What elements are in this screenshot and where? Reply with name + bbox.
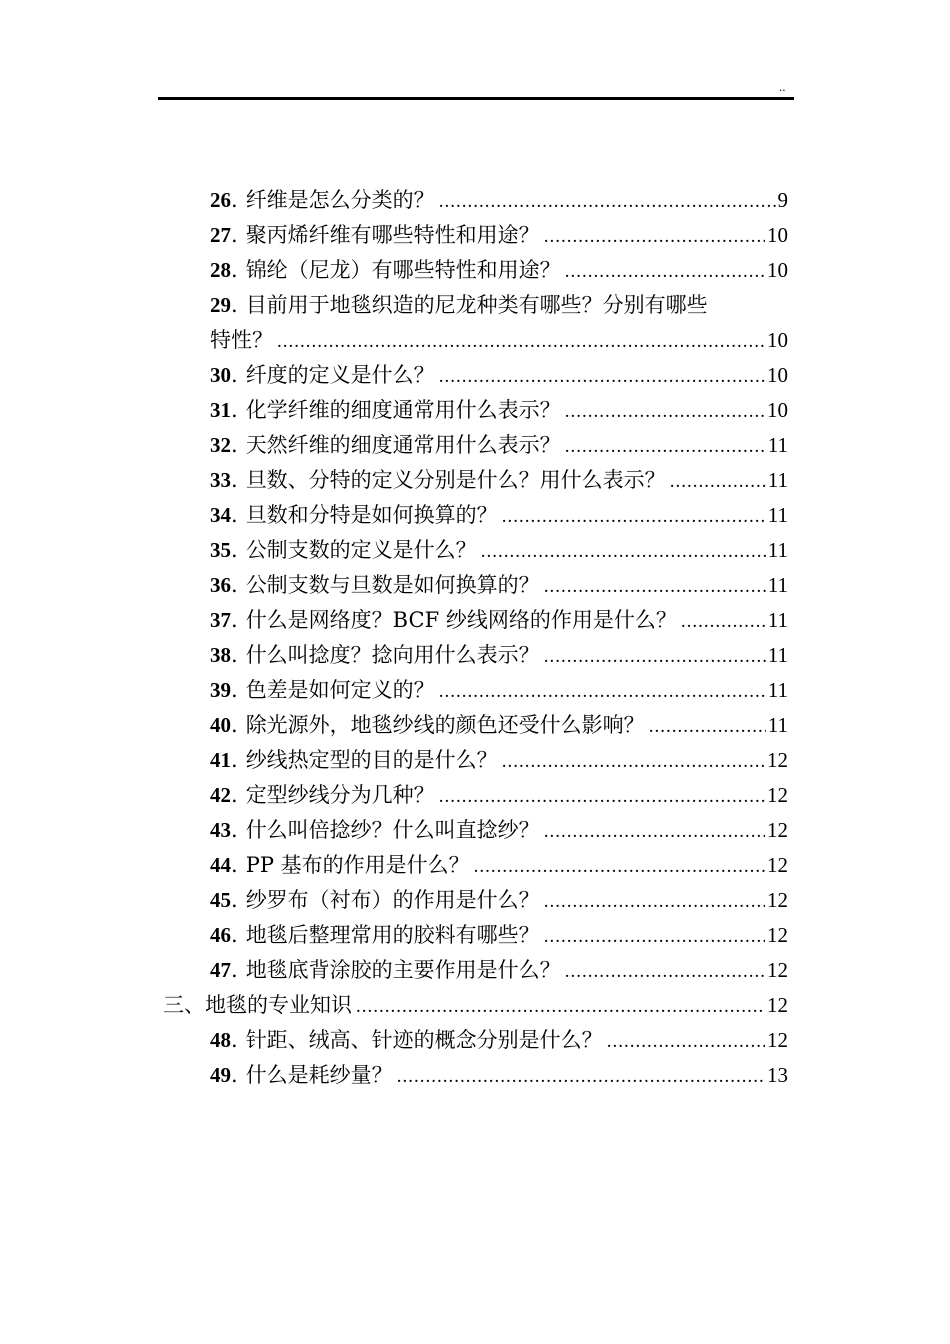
entry-title: 地毯后整理常用的胶料有哪些？ — [245, 923, 540, 947]
section-title: 三、地毯的专业知识 — [163, 993, 352, 1017]
entry-title: 什么是网络度？BCF 纱线网络的作用是什么？ — [245, 608, 677, 632]
toc-entry-45[interactable]: 45 . 纱罗布（衬布）的作用是什么？ ..... 12 — [210, 883, 788, 918]
entry-number: 29 — [210, 293, 231, 317]
entry-number: 37 — [210, 608, 231, 632]
entry-number: 35 — [210, 538, 231, 562]
entry-number: 44 — [210, 853, 231, 877]
entry-page: 9 — [777, 188, 788, 212]
dot-leader — [649, 709, 766, 744]
toc-entry-36[interactable]: 36 . 公制支数与旦数是如何换算的？ ..... 11 — [210, 568, 788, 603]
entry-title: 什么叫倍捻纱？什么叫直捻纱？ — [245, 818, 540, 842]
entry-page: 11 — [767, 503, 788, 527]
section-page: 12 — [767, 993, 788, 1017]
entry-page: 11 — [767, 643, 788, 667]
dot-leader — [544, 919, 765, 954]
entry-title: 纱罗布（衬布）的作用是什么？ — [245, 888, 540, 912]
entry-page: 11 — [767, 573, 788, 597]
entry-page: 11 — [767, 678, 788, 702]
dot-leader — [544, 814, 765, 849]
entry-number: 34 — [210, 503, 231, 527]
dot-leader — [356, 989, 765, 1024]
toc-entry-40[interactable]: 40 . 除光源外，地毯纱线的颜色还受什么影响？ ..... 11 — [210, 708, 788, 743]
entry-page: 10 — [767, 258, 788, 282]
toc-entry-26[interactable]: 26 . 纤维是怎么分类的？ ..... 9 — [210, 183, 788, 218]
dot-leader — [439, 674, 766, 709]
dot-leader — [565, 394, 765, 429]
toc-entry-42[interactable]: 42 . 定型纱线分为几种？ ..... 12 — [210, 778, 788, 813]
toc-entry-27[interactable]: 27 . 聚丙烯纤维有哪些特性和用途？ ..... 10 — [210, 218, 788, 253]
entry-title: 纤度的定义是什么？ — [245, 363, 435, 387]
toc-entry-37[interactable]: 37 . 什么是网络度？BCF 纱线网络的作用是什么？ ..... 11 — [210, 603, 788, 638]
entry-number: 32 — [210, 433, 231, 457]
entry-title: PP 基布的作用是什么？ — [245, 853, 470, 877]
entry-title: 化学纤维的细度通常用什么表示？ — [245, 398, 561, 422]
entry-page: 11 — [767, 538, 788, 562]
toc-section-3[interactable] — [163, 988, 788, 1023]
toc-entry-49[interactable]: 49 . 什么是耗纱量？ ..... 13 — [210, 1058, 788, 1093]
dot-leader — [481, 534, 766, 569]
entry-title: 目前用于地毯织造的尼龙种类有哪些？分别有哪些 — [245, 293, 708, 317]
entry-page: 10 — [767, 398, 788, 422]
entry-page: 10 — [767, 223, 788, 247]
entry-page: 12 — [767, 748, 788, 772]
toc-entry-38[interactable]: 38 . 什么叫捻度？捻向用什么表示？ ..... 11 — [210, 638, 788, 673]
dot-leader — [439, 184, 776, 219]
toc-entry-41[interactable]: 41 . 纱线热定型的目的是什么？ ..... 12 — [210, 743, 788, 778]
entry-title: 锦纶（尼龙）有哪些特性和用途？ — [245, 258, 561, 282]
entry-title: 地毯底背涂胶的主要作用是什么？ — [245, 958, 561, 982]
entry-page: 11 — [767, 468, 788, 492]
entry-page: 10 — [767, 363, 788, 387]
toc-entry-29[interactable]: 29 . 目前用于地毯织造的尼龙种类有哪些？分别有哪些 — [210, 288, 788, 323]
entry-title: 针距、绒高、针迹的概念分别是什么？ — [245, 1028, 603, 1052]
entry-number: 48 — [210, 1028, 231, 1052]
entry-title: 公制支数的定义是什么？ — [245, 538, 477, 562]
dot-leader — [277, 324, 765, 359]
toc-entry-47[interactable]: 47 . 地毯底背涂胶的主要作用是什么？ ..... 12 — [210, 953, 788, 988]
dot-leader — [670, 464, 766, 499]
entry-number: 49 — [210, 1063, 231, 1087]
entry-title: 天然纤维的细度通常用什么表示？ — [245, 433, 561, 457]
toc-entry-46[interactable]: 46 . 地毯后整理常用的胶料有哪些？ ..... 12 — [210, 918, 788, 953]
dot-leader — [502, 499, 766, 534]
dot-leader — [439, 779, 765, 814]
entry-title: 定型纱线分为几种？ — [245, 783, 435, 807]
entry-number: 33 — [210, 468, 231, 492]
dot-leader — [565, 954, 765, 989]
entry-number: 36 — [210, 573, 231, 597]
dot-leader — [544, 219, 765, 254]
entry-number: 27 — [210, 223, 231, 247]
entry-title: 纱线热定型的目的是什么？ — [245, 748, 498, 772]
dot-leader — [544, 884, 765, 919]
entry-title: 公制支数与旦数是如何换算的？ — [245, 573, 540, 597]
entry-number: 30 — [210, 363, 231, 387]
toc-entry-32[interactable]: 32 . 天然纤维的细度通常用什么表示？ ..... 11 — [210, 428, 788, 463]
entry-number: 40 — [210, 713, 231, 737]
toc-entry-33[interactable]: 33 . 旦数、分特的定义分别是什么？用什么表示？ ..... 11 — [210, 463, 788, 498]
entry-title: 除光源外，地毯纱线的颜色还受什么影响？ — [245, 713, 645, 737]
dot-leader — [502, 744, 765, 779]
entry-number: 45 — [210, 888, 231, 912]
entry-number: 43 — [210, 818, 231, 842]
header-rule — [158, 97, 794, 100]
dot-leader — [474, 849, 765, 884]
entry-page: 11 — [767, 713, 788, 737]
dot-leader — [544, 639, 766, 674]
entry-page: 12 — [767, 888, 788, 912]
toc-entry-34[interactable]: 34 . 旦数和分特是如何换算的？ ..... 11 — [210, 498, 788, 533]
toc-entry-39[interactable]: 39 . 色差是如何定义的？ ..... 11 — [210, 673, 788, 708]
toc-entry-28[interactable]: 28 . 锦纶（尼龙）有哪些特性和用途？ ..... 10 — [210, 253, 788, 288]
entry-number: 39 — [210, 678, 231, 702]
entry-page: 13 — [767, 1063, 788, 1087]
dot-leader — [565, 429, 766, 464]
dot-leader — [397, 1059, 765, 1094]
toc-entry-35[interactable]: 35 . 公制支数的定义是什么？ ..... 11 — [210, 533, 788, 568]
entry-title: 旦数、分特的定义分别是什么？用什么表示？ — [245, 468, 666, 492]
entry-number: 41 — [210, 748, 231, 772]
entry-page: 12 — [767, 1028, 788, 1052]
entry-number: 26 — [210, 188, 231, 212]
entry-title: 色差是如何定义的？ — [245, 678, 435, 702]
entry-number: 42 — [210, 783, 231, 807]
entry-number: 47 — [210, 958, 231, 982]
toc-entry-31[interactable]: 31 . 化学纤维的细度通常用什么表示？ ..... 10 — [210, 393, 788, 428]
entry-number: 38 — [210, 643, 231, 667]
header-mark: .. — [779, 79, 786, 94]
entry-title: 纤维是怎么分类的？ — [245, 188, 435, 212]
entry-number: 46 — [210, 923, 231, 947]
toc-entry-30[interactable]: 30 . 纤度的定义是什么？ ..... 10 — [210, 358, 788, 393]
entry-page: 11 — [767, 608, 788, 632]
entry-number: 31 — [210, 398, 231, 422]
entry-page: 12 — [767, 783, 788, 807]
dot-leader — [439, 359, 765, 394]
entry-page: 12 — [767, 818, 788, 842]
entry-title: 什么是耗纱量？ — [245, 1063, 393, 1087]
entry-title: 聚丙烯纤维有哪些特性和用途？ — [245, 223, 540, 247]
entry-title: 旦数和分特是如何换算的？ — [245, 503, 498, 527]
dot-leader — [544, 569, 766, 604]
dot-leader — [565, 254, 765, 289]
entry-title: 什么叫捻度？捻向用什么表示？ — [245, 643, 540, 667]
dot-leader — [607, 1024, 765, 1059]
toc-entry-43[interactable]: 43 . 什么叫倍捻纱？什么叫直捻纱？ ..... 12 — [210, 813, 788, 848]
toc-entry-48[interactable]: 48 . 针距、绒高、针迹的概念分别是什么？ ..... 12 — [210, 1023, 788, 1058]
entry-page: 12 — [767, 958, 788, 982]
dot-leader — [681, 604, 766, 639]
entry-title-continued: 特性？ — [210, 328, 273, 352]
entry-page: 11 — [767, 433, 788, 457]
entry-page: 12 — [767, 923, 788, 947]
toc-entry-44[interactable]: 44 . PP 基布的作用是什么？ ..... 12 — [210, 848, 788, 883]
entry-page: 12 — [767, 853, 788, 877]
entry-number: 28 — [210, 258, 231, 282]
toc-entry-29-continued[interactable] — [210, 323, 788, 358]
entry-page: 10 — [767, 328, 788, 352]
